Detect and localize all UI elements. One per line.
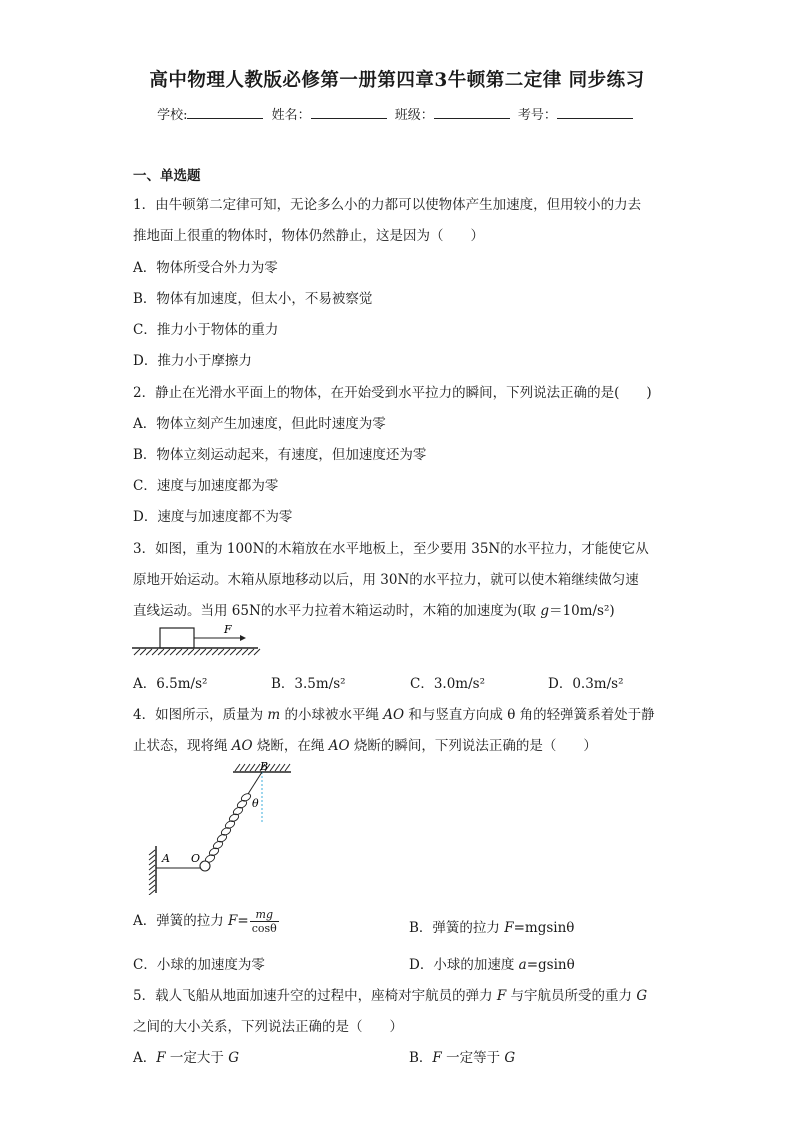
section-heading: 一、单选题 xyxy=(133,168,201,184)
q1-option-b[interactable]: B．物体有加速度，但太小，不易被察觉 xyxy=(133,291,373,307)
q1-option-d[interactable]: D．推力小于摩擦力 xyxy=(133,353,252,369)
q5-stem-line1: 5．载人飞船从地面加速升空的过程中，座椅对宇航员的弹力 F 与宇航员所受的重力 G xyxy=(133,988,648,1004)
label-a: A xyxy=(162,852,170,865)
label-theta: θ xyxy=(252,797,259,810)
label-b: B xyxy=(260,760,269,773)
school-blank[interactable] xyxy=(187,106,263,119)
q3-option-c[interactable]: C．3.0m/s² xyxy=(410,676,485,692)
spring-top-lead xyxy=(248,772,262,794)
q3-stem-line1: 3．如图，重为 100N的木箱放在水平地板上，至少要用 35N的水平拉力，才能使它从 xyxy=(133,541,649,557)
q2-option-a[interactable]: A．物体立刻产生加速度，但此时速度为零 xyxy=(133,416,386,432)
student-info-line xyxy=(0,104,794,123)
name-label: 姓名： xyxy=(271,108,311,123)
ground-hatch xyxy=(134,649,260,655)
spring-coils xyxy=(204,792,252,864)
exam-no-blank[interactable] xyxy=(557,106,633,119)
school-label: 学校: xyxy=(157,108,188,123)
q4-option-d[interactable]: D．小球的加速度 a=gsinθ xyxy=(409,957,575,973)
ball xyxy=(200,861,210,871)
q1-stem-line1: 1．由牛顿第二定律可知，无论多么小的力都可以使物体产生加速度，但用较小的力去 xyxy=(133,197,642,213)
q4-stem-line1: 4．如图所示，质量为 m 的小球被水平绳 AO 和与竖直方向成 θ 角的轻弹簧系着处于静 xyxy=(133,707,655,723)
q4-option-a[interactable]: A．弹簧的拉力 F= $\frac{mg}{\cos\theta}$ xyxy=(133,908,277,935)
q2-option-c[interactable]: C．速度与加速度都为零 xyxy=(133,478,279,494)
exam-no-label: 考号： xyxy=(517,108,557,123)
q2-option-d[interactable]: D．速度与加速度都不为零 xyxy=(133,509,293,525)
q5-option-b[interactable]: B．F 一定等于 G xyxy=(409,1050,516,1066)
q3-option-d[interactable]: D．0.3m/s² xyxy=(548,676,624,692)
class-label: 班级： xyxy=(394,108,434,123)
q4-option-b[interactable]: B．弹簧的拉力 F=mgsinθ xyxy=(409,920,575,936)
q2-option-b[interactable]: B．物体立刻运动起来，有速度，但加速度还为零 xyxy=(133,447,427,463)
q3-box-figure xyxy=(128,620,264,662)
q1-option-a[interactable]: A．物体所受合外力为零 xyxy=(133,260,278,276)
q3-option-a[interactable]: A．6.5m/s² xyxy=(133,676,208,692)
class-blank[interactable] xyxy=(434,106,510,119)
name-blank[interactable] xyxy=(311,106,387,119)
q4-option-c[interactable]: C．小球的加速度为零 xyxy=(133,957,265,973)
arrow-head xyxy=(240,635,246,641)
q3-stem-line3: 直线运动。当用 65N的水平力拉着木箱运动时，木箱的加速度为(取 g＝10m/s²) xyxy=(133,603,615,619)
q1-option-c[interactable]: C．推力小于物体的重力 xyxy=(133,322,279,338)
label-o: O xyxy=(191,852,201,865)
q1-stem-line2: 推地面上很重的物体时，物体仍然静止，这是因为（ ） xyxy=(133,228,484,244)
wall-hatch xyxy=(149,850,155,895)
q4-stem-line2: 止状态，现将绳 AO 烧断，在绳 AO 烧断的瞬间，下列说法正确的是（ ） xyxy=(133,738,597,754)
q2-stem-line1: 2．静止在光滑水平面上的物体，在开始受到水平拉力的瞬间，下列说法正确的是( ) xyxy=(133,385,652,401)
q3-stem-line2: 原地开始运动。木箱从原地移动以后，用 30N的水平拉力，就可以使木箱继续做匀速 xyxy=(133,572,639,588)
fraction: $\frac{mg}{\cos\theta}$ xyxy=(251,908,277,935)
q5-stem-line2: 之间的大小关系，下列说法正确的是（ ） xyxy=(133,1019,403,1035)
box xyxy=(160,628,194,648)
page-title: 高中物理人教版必修第一册第四章3牛顿第二定律 同步练习 xyxy=(149,70,645,91)
force-label: F xyxy=(224,623,232,636)
q3-option-b[interactable]: B．3.5m/s² xyxy=(271,676,346,692)
q5-option-a[interactable]: A．F 一定大于 G xyxy=(133,1050,240,1066)
q4-spring-figure xyxy=(148,760,298,895)
